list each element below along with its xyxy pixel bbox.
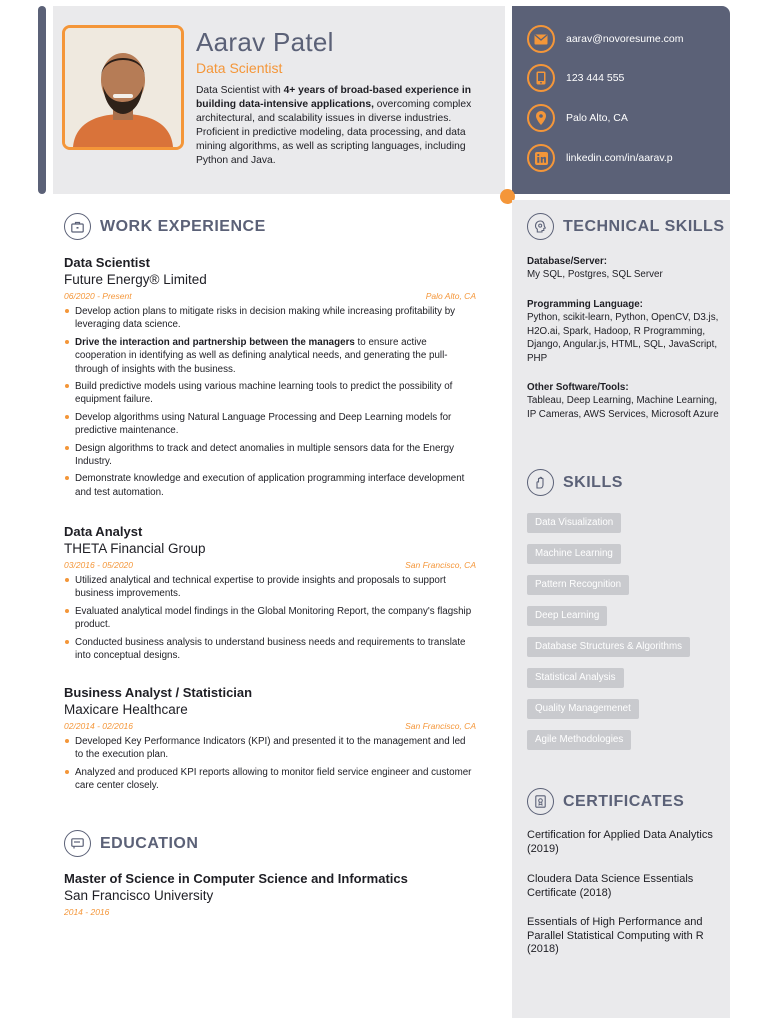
job-role: Data Scientist <box>64 255 150 270</box>
skill-tag: Data Visualization <box>527 513 621 533</box>
education-heading <box>64 830 198 857</box>
education-title: EDUCATION <box>100 834 199 852</box>
contact-location-text: Palo Alto, CA <box>566 112 628 124</box>
phone-icon <box>527 64 555 92</box>
map-pin-icon <box>527 104 555 132</box>
contact-location[interactable] <box>527 104 628 132</box>
summary-highlight: 4+ years of broad-based experience in building data-intensive applications, <box>196 85 471 110</box>
job-bullet: Develop action plans to mitigate risks in decision making while increasing profitability by leveraging data science. <box>64 305 476 332</box>
summary-rest: overcoming complex architectural, and scalability issues in diverse industries. Proficient in predictive modeling, data processing, and data mining algorithms, as well as scripting languages, including Python and Java. <box>196 99 472 166</box>
job-location: San Francisco, CA <box>405 721 476 731</box>
header-accent-bar <box>38 6 46 194</box>
tech-group-value: Tableau, Deep Learning, Machine Learning, IP Cameras, AWS Services, Microsoft Azure <box>527 395 719 420</box>
candidate-title: Data Scientist <box>196 60 283 76</box>
job-bullet: Conducted business analysis to understand business needs and requirements to translate into conceptual designs. <box>64 636 476 663</box>
contact-linkedin[interactable] <box>527 144 673 172</box>
tech-group-value: Python, scikit-learn, Python, OpenCV, D3.js, H2O.ai, Spark, Hadoop, R Programming, Django, Angular.js, HTML, SQL, JavaScript, PHP <box>527 312 719 364</box>
skill-tag: Deep Learning <box>527 606 607 626</box>
job-meta <box>64 291 476 302</box>
skill-tag: Statistical Analysis <box>527 668 624 688</box>
technical-skills-title: TECHNICAL SKILLS <box>563 217 725 235</box>
job-role: Business Analyst / Statistician <box>64 685 253 700</box>
job-company: Future Energy® Limited <box>64 272 207 287</box>
graduation-icon <box>64 830 91 857</box>
technical-skills-heading <box>527 213 724 240</box>
job-location: San Francisco, CA <box>405 560 476 570</box>
job-bullet: Utilized analytical and technical expertise to provide insights and proposals to support business improvements. <box>64 574 476 601</box>
job-location: Palo Alto, CA <box>425 291 476 301</box>
education-entry <box>64 871 476 917</box>
job-bullets <box>64 735 476 793</box>
job-bullets <box>64 305 476 499</box>
contact-email[interactable] <box>527 25 683 53</box>
tech-group-label: Programming Language: <box>527 299 643 310</box>
job-dates: 03/2016 - 05/2020 <box>64 560 134 570</box>
contact-phone[interactable] <box>527 64 624 92</box>
work-experience-title: WORK EXPERIENCE <box>100 217 266 235</box>
job-meta <box>64 721 476 732</box>
tech-group-label: Other Software/Tools: <box>527 382 629 393</box>
skill-tag: Quality Managemenet <box>527 699 639 719</box>
job-bullet: Drive the interaction and partnership between the managers to ensure active cooperation in identifying as well as defining analytical needs, and generating the pull-through of insights with the business. <box>64 336 476 376</box>
brain-gear-icon <box>527 213 554 240</box>
profile-photo <box>62 25 184 150</box>
skill-tag: Database Structures & Algorithms <box>527 637 690 657</box>
job-role: Data Analyst <box>64 524 143 539</box>
profile-summary <box>196 84 488 168</box>
job-bullet: Design algorithms to track and detect anomalies in multiple sensors data for the Energy Industry. <box>64 442 476 469</box>
education-dates: 2014 - 2016 <box>64 907 110 917</box>
certificate-item: Certification for Applied Data Analytics (2019) <box>527 829 713 855</box>
job-company: THETA Financial Group <box>64 541 206 556</box>
job-bullets <box>64 574 476 662</box>
briefcase-icon <box>64 213 91 240</box>
tech-group-label: Database/Server: <box>527 256 608 267</box>
job-bullet: Develop algorithms using Natural Language Processing and Deep Learning models for predictive maintenance. <box>64 411 476 438</box>
job-entry <box>64 685 476 797</box>
job-dates: 02/2014 - 02/2016 <box>64 721 134 731</box>
tech-group <box>527 298 722 365</box>
job-bullet: Evaluated analytical model findings in the Global Monitoring Report, the company's flagship product. <box>64 605 476 632</box>
job-entry <box>64 255 476 503</box>
envelope-icon <box>527 25 555 53</box>
skill-tag: Pattern Recognition <box>527 575 629 595</box>
skills-heading <box>527 469 623 496</box>
job-entry <box>64 524 476 666</box>
certificate-item: Essentials of High Performance and Parallel Statistical Computing with R (2018) <box>527 916 704 955</box>
job-meta <box>64 560 476 571</box>
skill-tag: Machine Learning <box>527 544 621 564</box>
job-company: Maxicare Healthcare <box>64 702 188 717</box>
job-dates: 06/2020 - Present <box>64 291 132 301</box>
skill-tag: Agile Methodologies <box>527 730 631 750</box>
work-experience-heading <box>64 213 266 240</box>
contact-linkedin-text: linkedin.com/in/aarav.p <box>566 152 673 164</box>
tech-group <box>527 255 722 282</box>
job-bullet: Demonstrate knowledge and execution of application programming interface development and test automation. <box>64 472 476 499</box>
job-bullet: Developed Key Performance Indicators (KPI) and presented it to the management and led to the execution plan. <box>64 735 476 762</box>
education-school: San Francisco University <box>64 888 214 903</box>
certificate-icon <box>527 788 554 815</box>
tech-group <box>527 381 722 421</box>
education-degree: Master of Science in Computer Science and Informatics <box>64 871 408 886</box>
contact-email-text: aarav@novoresume.com <box>566 33 684 45</box>
candidate-name: Aarav Patel <box>196 27 334 57</box>
certificate-item: Cloudera Data Science Essentials Certificate (2018) <box>527 873 694 899</box>
certificates-heading <box>527 788 684 815</box>
contact-panel <box>512 6 730 194</box>
skills-title: SKILLS <box>563 473 623 491</box>
summary-intro: Data Scientist with <box>196 85 284 96</box>
job-bullet: Build predictive models using various machine learning tools to predict the possibility of equipment failure. <box>64 380 476 407</box>
contact-phone-text: 123 444 555 <box>566 72 625 84</box>
linkedin-icon <box>527 144 555 172</box>
certificates-title: CERTIFICATES <box>563 792 685 810</box>
hand-gear-icon <box>527 469 554 496</box>
job-bullet: Analyzed and produced KPI reports allowing to monitor field service engineer and customer care center closely. <box>64 766 476 793</box>
tech-group-value: My SQL, Postgres, SQL Server <box>527 269 663 281</box>
